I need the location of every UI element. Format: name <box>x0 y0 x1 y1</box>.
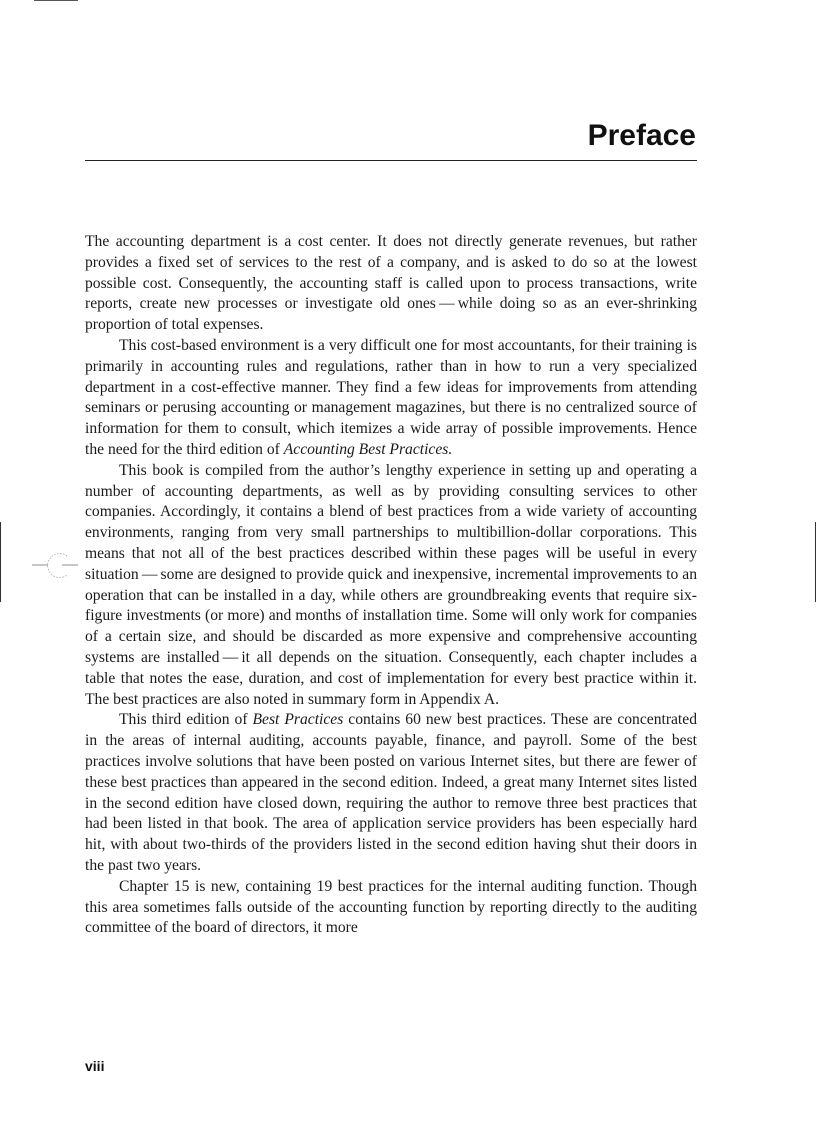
italic-title-text: Best Practices <box>252 711 344 729</box>
paragraph <box>85 461 697 711</box>
paragraph-text: Chapter 15 is new, containing 19 best practices for the internal auditing function. Though this area sometimes falls outside of the accounting function by reporting directly to the auditing committee of the board of directors, it more <box>85 877 697 937</box>
paragraph-text: contains 60 new best practices. These are concentrated in the areas of internal auditing, accounts payable, finance, and payroll. Some of the best practices involve solutions that have been posted on various Internet sites, but there are fewer of these best practices than appeared in the second edition. Indeed, a great many Internet sites listed in the second edition have closed down, requiring the author to remove three best practices that had been listed in that book. The area of application service providers has been especially hard hit, with about two-thirds of the providers listed in the second edition having shut their doors in the past two years. <box>85 711 697 874</box>
paragraph-text: This third edition of <box>119 711 253 729</box>
body-text <box>85 232 697 939</box>
page-number: viii <box>85 1058 105 1074</box>
paragraph-text: This cost-based environment is a very difficult one for most accountants, for their training is primarily in accounting rules and regulations, rather than in how to run a very specialized department in a cost-effective manner. They find a few ideas for improvements from attending seminars or perusing accounting or management magazines, but there is no centralized source of information for them to consult, which itemizes a wide array of possible improvements. Hence the need for the third edition of <box>85 336 697 458</box>
registration-mark-icon <box>20 548 80 578</box>
title-rule <box>85 160 697 161</box>
paragraph <box>85 336 697 461</box>
paragraph <box>85 877 697 939</box>
top-crop-rule <box>34 0 78 1</box>
chapter-title: Preface <box>587 119 696 152</box>
paragraph-text: The accounting department is a cost center. It does not directly generate revenues, but rather provides a fixed set of services to the rest of a company, and is asked to do so at the lowest possible cost. Consequently, the accounting staff is called upon to process transactions, write reports, create new processes or investigate old ones — while doing so as an ever-shrinking proportion of total expenses. <box>85 233 697 334</box>
crop-mark-left <box>0 522 1 602</box>
paragraph-text: This book is compiled from the author’s lengthy experience in setting up and operating a number of accounting departments, as well as by providing consulting services to other companies. Accordingly, it contains a blend of best practices from a wide variety of accounting environments, ranging from very small partnerships to multibillion-dollar corporations. This means that not all of the best practices described within these pages will be useful in every situation — some are designed to provide quick and inexpensive, incremental improvements to an operation that can be installed in a day, while others are groundbreaking events that require six-figure investments (or more) and months of installation time. Some will only work for companies of a certain size, and should be discarded as more expensive and comprehensive accounting systems are installed — it all depends on the situation. Consequently, each chapter includes a table that notes the ease, duration, and cost of implementation for every best practice within it. The best practices are also noted in summary form in Appendix A. <box>85 461 697 708</box>
italic-title-text: Accounting Best Practices. <box>283 440 453 458</box>
paragraph <box>85 232 697 336</box>
paragraph <box>85 710 697 876</box>
